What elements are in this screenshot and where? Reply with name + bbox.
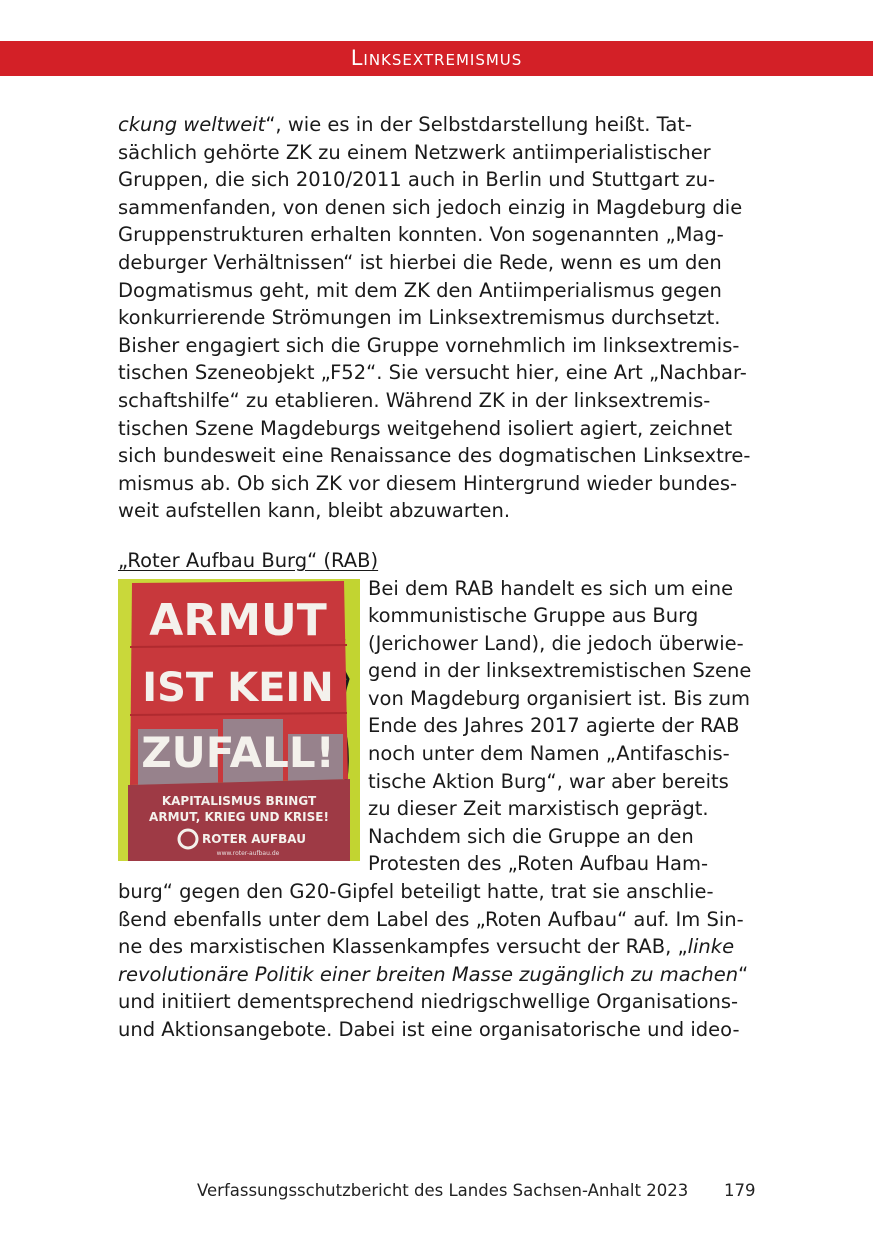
- poster-line: ARMUT: [149, 594, 327, 646]
- text-line: zu dieser Zeit marxistisch geprägt.: [368, 797, 709, 821]
- text-line: Bei dem RAB handelt es sich um eine: [368, 576, 734, 600]
- text-line: deburger Verhältnissen“ ist hierbei die Rede, wenn es um den: [118, 250, 722, 274]
- section-heading: „Roter Aufbau Burg“ (RAB): [118, 548, 379, 572]
- page-body: [118, 111, 758, 1044]
- image-text-block: [118, 575, 758, 879]
- text-line: [118, 933, 758, 961]
- footer-title: Verfassungsschutzbericht des Landes Sachsen-Anhalt 2023: [197, 1181, 689, 1200]
- text-line: Gruppenstrukturen erhalten konnten. Von sogenannten „Mag-: [118, 223, 724, 247]
- text-line: (Jerichower Land), die jedoch überwie-: [368, 631, 744, 655]
- text-line: weit aufstellen kann, bleibt abzuwarten.: [118, 499, 511, 523]
- poster-subline: KAPITALISMUS BRINGT: [161, 793, 317, 808]
- page-number: 179: [724, 1181, 756, 1200]
- text-line: Protesten des „Roten Aufbau Ham-: [368, 852, 708, 876]
- text-line: sächlich gehörte ZK zu einem Netzwerk antiimperialistischer: [118, 140, 711, 164]
- text-line: tischen Szene Magdeburgs weitgehend isoliert agiert, zeichnet: [118, 416, 733, 440]
- text-line: gend in der linksextremistischen Szene: [368, 659, 752, 683]
- poster-subline: ARMUT, KRIEG UND KRISE!: [149, 809, 329, 824]
- text-line: ßend ebenfalls unter dem Label des „Roten Aufbau“ auf. Im Sin-: [118, 907, 744, 931]
- text-line: Dogmatismus geht, mit dem ZK den Antiimperialismus gegen: [118, 278, 722, 302]
- italic-fragment: revolutionäre Politik einer breiten Masse zugänglich zu machen: [118, 962, 739, 986]
- text-line: mismus ab. Ob sich ZK vor diesem Hintergrund wieder bundes-: [118, 471, 738, 495]
- line-text: “, wie es in der Selbstdarstellung heißt. Tat-: [265, 113, 692, 136]
- text-line: schaftshilfe“ zu etablieren. Während ZK in der linksextremis-: [118, 388, 711, 412]
- text-line: Ende des Jahres 2017 agierte der RAB: [368, 714, 740, 738]
- line-text: “: [738, 962, 749, 986]
- continued-paragraph: [118, 878, 758, 1044]
- text-line: [118, 961, 758, 989]
- wrapped-paragraph: [368, 575, 758, 879]
- text-line: tischen Szeneobjekt „F52“. Sie versucht hier, eine Art „Nachbar-: [118, 361, 747, 385]
- text-line: sammenfanden, von denen sich jedoch einzig in Magdeburg die: [118, 195, 743, 219]
- poster-photo: [118, 579, 360, 861]
- line-text: ne des marxistischen Klassenkampfes versucht der RAB, „: [118, 935, 688, 959]
- text-line: und Aktionsangebote. Dabei ist eine organisatorische und ideo-: [118, 1018, 740, 1041]
- chapter-title: Linksextremismus: [350, 46, 523, 70]
- text-line: sich bundesweit eine Renaissance des dogmatischen Linksextre-: [118, 444, 751, 468]
- text-line: [118, 111, 758, 139]
- poster-brand: ROTER AUFBAU: [202, 831, 306, 846]
- text-line: Gruppen, die sich 2010/2011 auch in Berlin und Stuttgart zu-: [118, 168, 715, 192]
- text-line: Bisher engagiert sich die Gruppe vornehmlich im linksextremis-: [118, 333, 740, 357]
- paragraph-gap: [118, 525, 758, 547]
- poster-line: IST KEIN: [142, 664, 334, 711]
- poster-line: ZUFALL!: [141, 727, 335, 777]
- text-line: burg“ gegen den G20-Gipfel beteiligt hatte, trat sie anschlie-: [118, 880, 714, 904]
- chapter-header-bar: [0, 41, 873, 76]
- intro-paragraph: [118, 111, 758, 525]
- italic-fragment: linke: [687, 935, 735, 959]
- text-line: und initiiert dementsprechend niedrigschwellige Organisations-: [118, 990, 739, 1014]
- text-line: konkurrierende Strömungen im Linksextremismus durchsetzt.: [118, 306, 721, 330]
- text-line: tische Aktion Burg“, war aber bereits: [368, 769, 729, 793]
- text-line: kommunistische Gruppe aus Burg: [368, 604, 699, 628]
- text-line: Nachdem sich die Gruppe an den: [368, 824, 694, 848]
- poster-url: www.roter-aufbau.de: [216, 849, 280, 857]
- text-line: noch unter dem Namen „Antifaschis-: [368, 742, 730, 766]
- italic-fragment: ckung weltweit: [118, 113, 266, 136]
- text-line: von Magdeburg organisiert ist. Bis zum: [368, 686, 751, 710]
